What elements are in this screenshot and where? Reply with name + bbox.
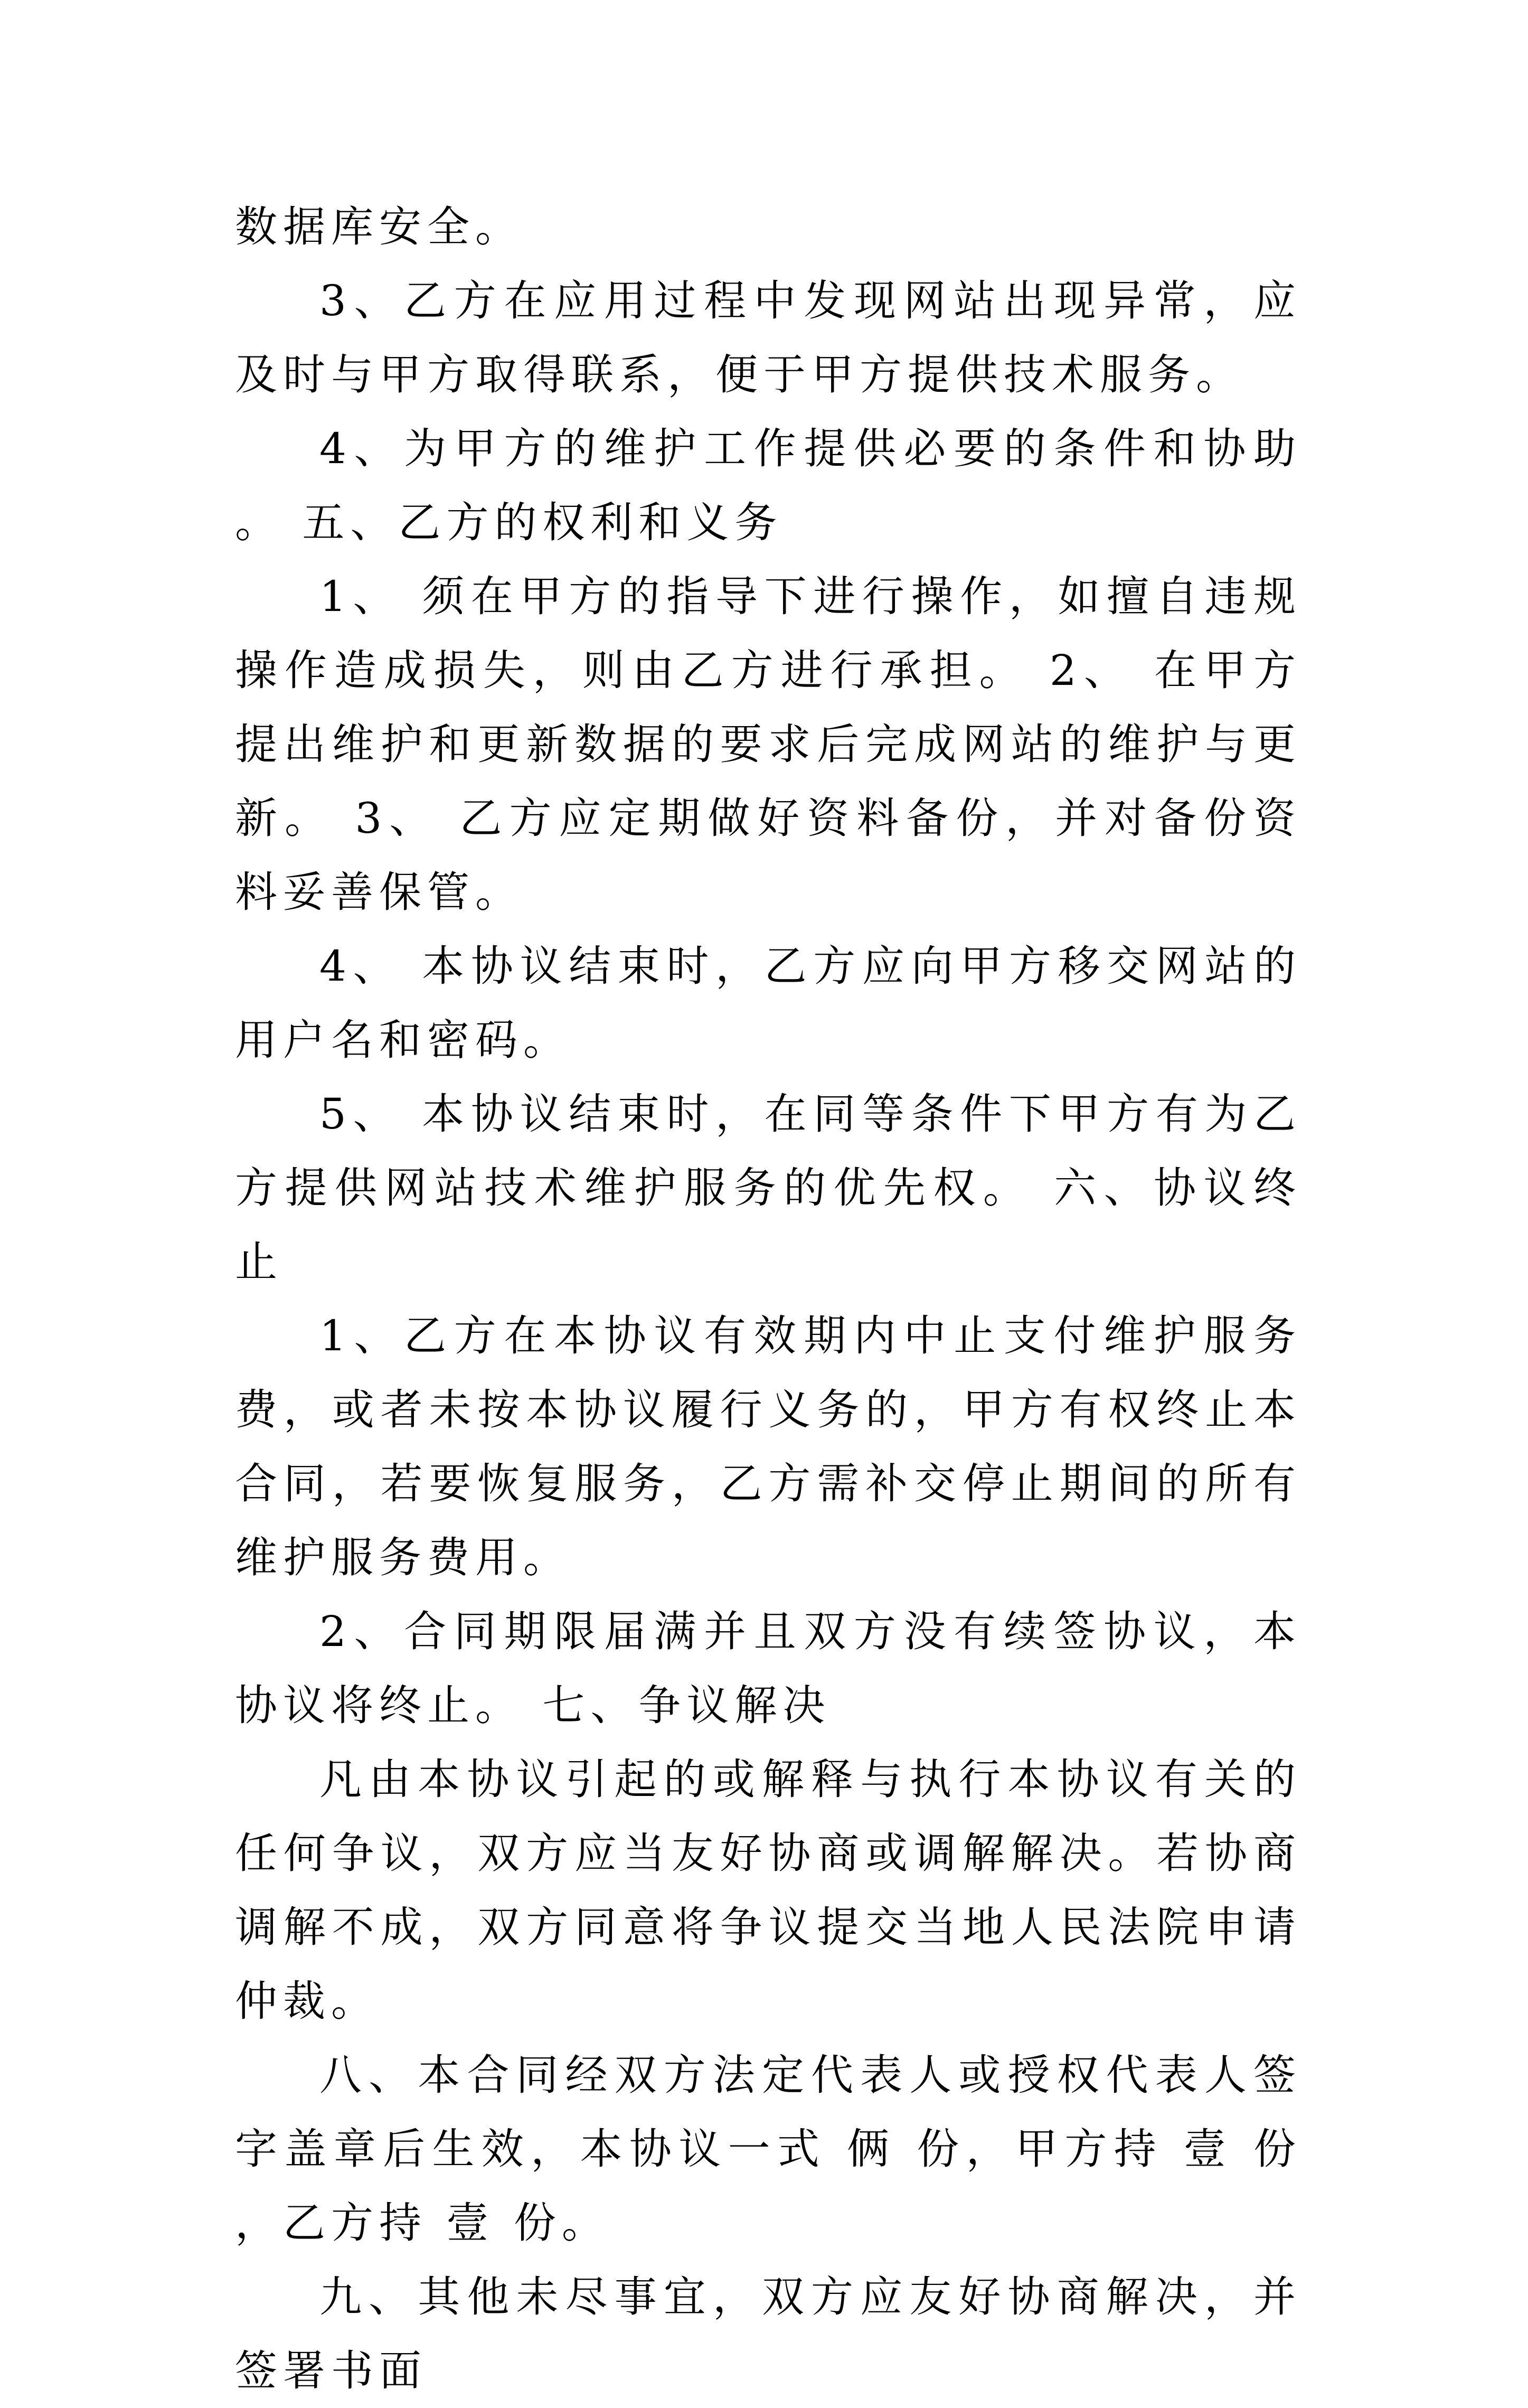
paragraph: 九、其他未尽事宜，双方应友好协商解决，并签署书面 — [235, 2272, 1301, 2395]
paragraph: 1、乙方在本协议有效期内中止支付维护服务费，或者未按本协议履行义务的，甲方有权终止本合同，若要恢复服务，乙方需补交停止期间的所有维护服务费用。 — [235, 1311, 1301, 1582]
paragraph: 数据库安全。 — [235, 202, 523, 251]
paragraph: 3、乙方在应用过程中发现网站出现异常，应及时与甲方取得联系，便于甲方提供技术服务。 — [235, 276, 1301, 399]
document-body — [235, 190, 1301, 2408]
paragraph: 凡由本协议引起的或解释与执行本协议有关的任何争议，双方应当友好协商或调解解决。若协商调解不成，双方同意将争议提交当地人民法院申请仲裁。 — [235, 1755, 1301, 2026]
paragraph: 1、 须在甲方的指导下进行操作，如擅自违规操作造成损失，则由乙方进行承担。 2、 在甲方提出维护和更新数据的要求后完成网站的维护与更新。 3、 乙方应定期做好资料备份，并对备份资料妥善保管。 — [235, 572, 1301, 917]
paragraph: 2、合同期限届满并且双方没有续签协议，本协议将终止。 七、争议解决 — [235, 1607, 1301, 1730]
paragraph: 4、 本协议结束时，乙方应向甲方移交网站的用户名和密码。 — [235, 942, 1301, 1065]
paragraph: 八、本合同经双方法定代表人或授权代表人签字盖章后生效，本协议一式 俩 份，甲方持 壹 份，乙方持 壹 份。 — [235, 2050, 1301, 2247]
paragraph: 5、 本协议结束时，在同等条件下甲方有为乙方提供网站技术维护服务的优先权。 六、协议终止 — [235, 1089, 1301, 1286]
paragraph: 4、为甲方的维护工作提供必要的条件和协助。 五、乙方的权利和义务 — [235, 424, 1301, 547]
